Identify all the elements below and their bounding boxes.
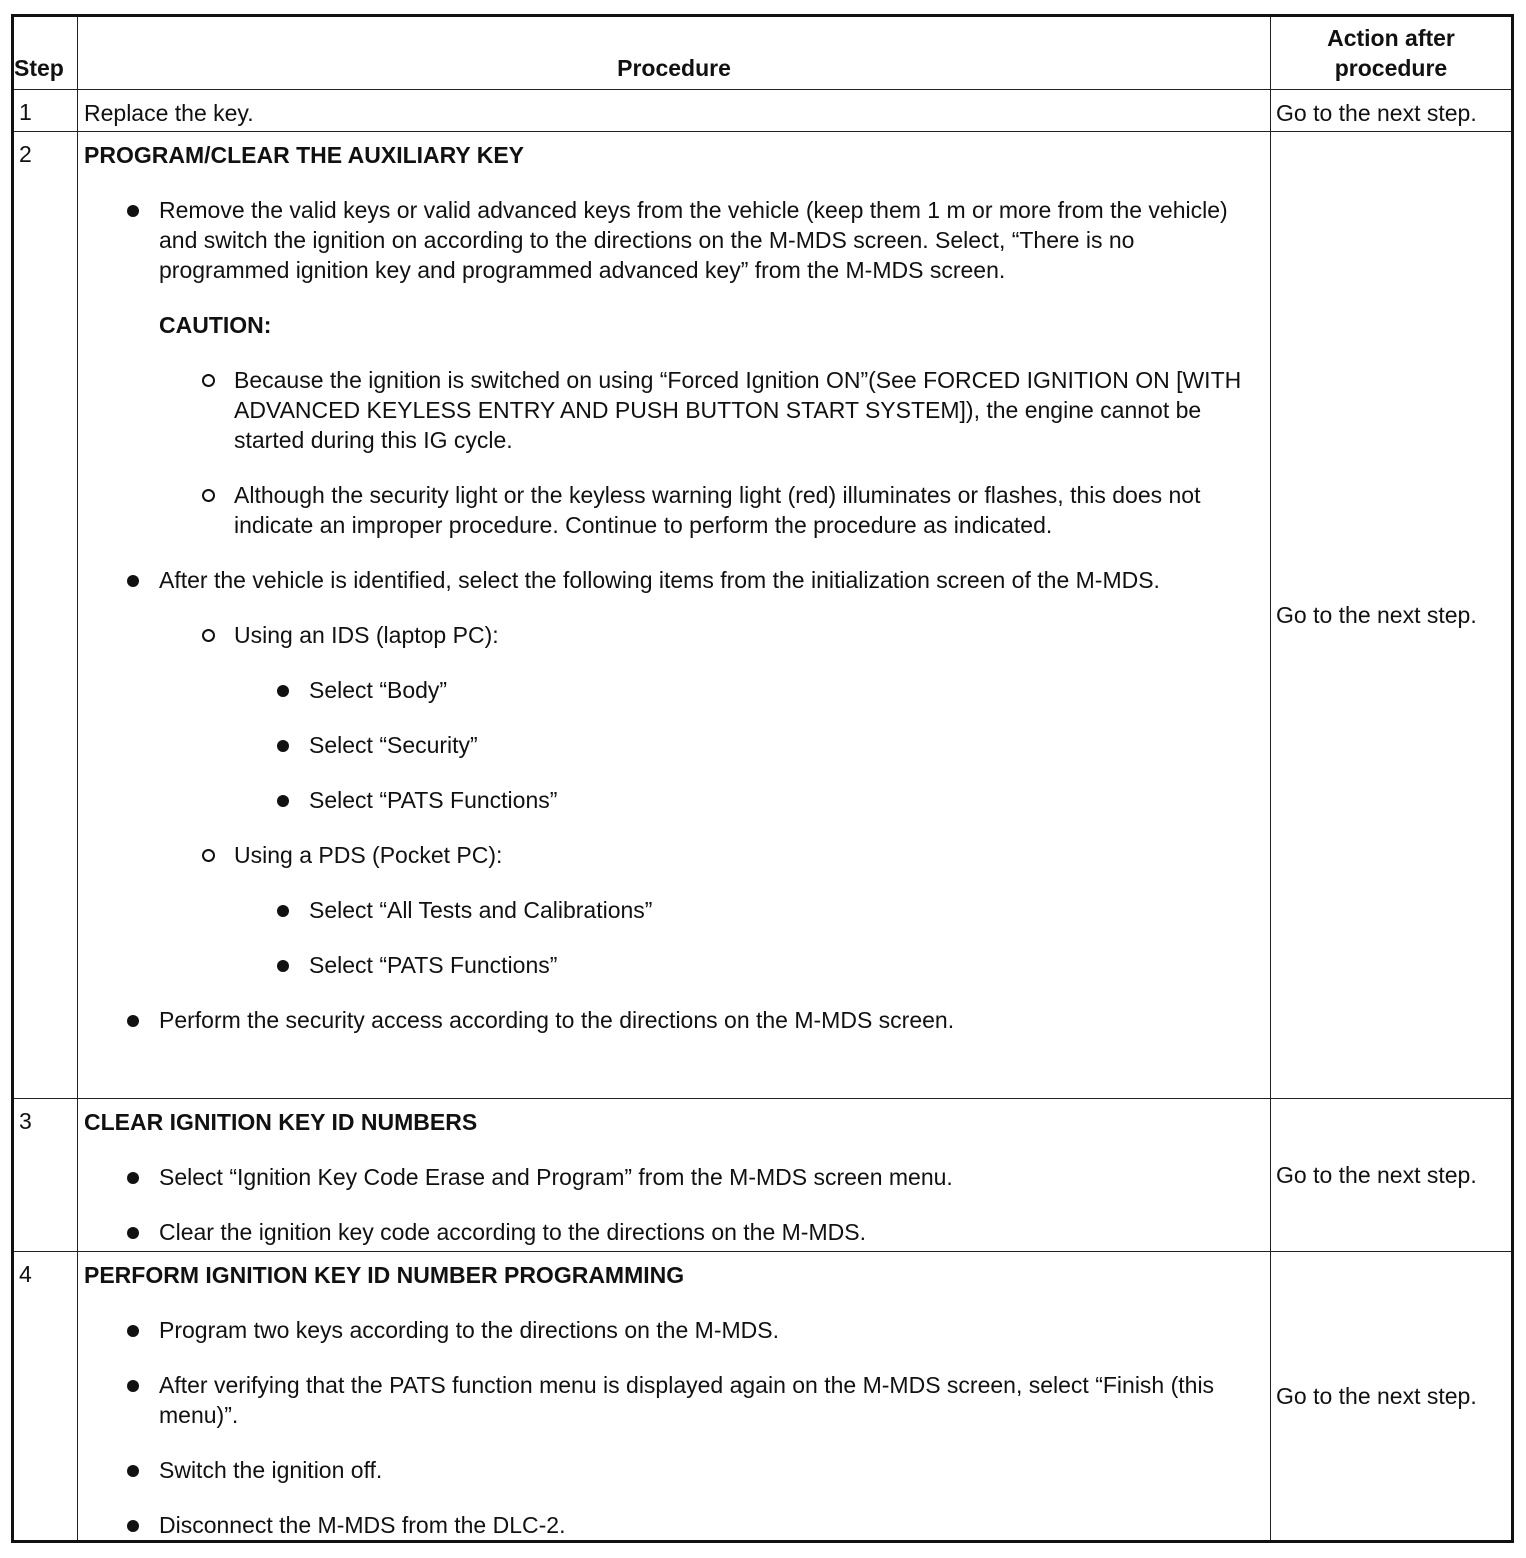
caution-item [84, 365, 1270, 455]
sub-item-text: Using an IDS (laptop PC): [234, 622, 499, 648]
bullet-icon [277, 795, 289, 807]
procedure-cell [78, 132, 1271, 1099]
sub-item-text: Using a PDS (Pocket PC): [234, 842, 503, 868]
sub-sub-item-text: Select “PATS Functions” [309, 787, 558, 813]
sub-sub-item [84, 785, 1270, 815]
step-number: 3 [13, 1099, 78, 1252]
bullet-icon [127, 1520, 139, 1532]
step-number: 2 [13, 132, 78, 1099]
sub-sub-item-text: Select “PATS Functions” [309, 952, 558, 978]
action-after-procedure: Go to the next step. [1271, 90, 1513, 132]
bullet-icon [277, 960, 289, 972]
procedure-heading: PERFORM IGNITION KEY ID NUMBER PROGRAMMING [84, 1262, 685, 1288]
bullet-text: Perform the security access according to the directions on the M-MDS screen. [159, 1007, 955, 1033]
action-after-procedure: Go to the next step. [1271, 1252, 1513, 1542]
bullet-icon [127, 1227, 139, 1239]
table-header-row [13, 16, 1513, 90]
sub-sub-item [84, 730, 1270, 760]
table-row-step-4 [13, 1252, 1513, 1542]
action-after-procedure: Go to the next step. [1271, 132, 1513, 1099]
bullet-icon [277, 740, 289, 752]
procedure-table [11, 14, 1514, 1543]
caution-text: Although the security light or the keyless warning light (red) illuminates or flashes, this does not indicate an improper procedure. Continue to perform the procedure as indicated. [234, 482, 1201, 538]
bullet-item [84, 1370, 1270, 1430]
bullet-icon [127, 1325, 139, 1337]
bullet-icon [127, 1015, 139, 1027]
bullet-icon [277, 905, 289, 917]
sub-sub-item-text: Select “Security” [309, 732, 478, 758]
bullet-text: After verifying that the PATS function menu is displayed again on the M-MDS screen, select “Finish (this menu)”. [159, 1372, 1215, 1428]
sub-sub-item-text: Select “All Tests and Calibrations” [309, 897, 653, 923]
caution-label: CAUTION: [159, 312, 272, 338]
table-row-step-2 [13, 132, 1513, 1099]
header-action [1271, 16, 1513, 90]
header-action-line1: Action after [1327, 25, 1455, 51]
sub-item-ids [84, 620, 1270, 650]
bullet-item [84, 1455, 1270, 1485]
bullet-item [84, 565, 1270, 595]
caution-text: Because the ignition is switched on using “Forced Ignition ON”(See FORCED IGNITION ON [WITH ADVANCED KEYLESS ENTRY AND PUSH BUTTON START SYSTEM]), the engine cannot be started during this IG cycle. [234, 367, 1242, 453]
bullet-item [84, 1217, 1270, 1247]
sub-sub-item-text: Select “Body” [309, 677, 448, 703]
sub-sub-item [84, 675, 1270, 705]
bullet-text: Remove the valid keys or valid advanced keys from the vehicle (keep them 1 m or more from the vehicle) and switch the ignition on according to the directions on the M-MDS screen. Select, “There is no programmed ignition key and programmed advanced key” from the M-MDS screen. [159, 197, 1228, 283]
bullet-text: Switch the ignition off. [159, 1457, 383, 1483]
procedure-heading: PROGRAM/CLEAR THE AUXILIARY KEY [84, 142, 525, 168]
procedure-heading: CLEAR IGNITION KEY ID NUMBERS [84, 1109, 478, 1135]
table-row-step-3 [13, 1099, 1513, 1252]
procedure-cell [78, 1099, 1271, 1252]
caution-item [84, 480, 1270, 540]
header-step: Step [13, 16, 78, 90]
circle-bullet-icon [202, 489, 215, 502]
sub-sub-item [84, 950, 1270, 980]
action-after-procedure: Go to the next step. [1271, 1099, 1513, 1252]
bullet-item [84, 1162, 1270, 1192]
step-number: 1 [13, 90, 78, 132]
bullet-text: Select “Ignition Key Code Erase and Program” from the M-MDS screen menu. [159, 1164, 953, 1190]
bullet-item [84, 1510, 1270, 1540]
bullet-icon [127, 205, 139, 217]
sub-sub-item [84, 895, 1270, 925]
circle-bullet-icon [202, 629, 215, 642]
bullet-icon [127, 575, 139, 587]
header-procedure: Procedure [78, 16, 1271, 90]
procedure-cell [78, 1252, 1271, 1542]
sub-item-pds [84, 840, 1270, 870]
bullet-text: After the vehicle is identified, select the following items from the initialization screen of the M-MDS. [159, 567, 1160, 593]
bullet-icon [127, 1380, 139, 1392]
step-number: 4 [13, 1252, 78, 1542]
procedure-text: Replace the key. [78, 90, 1271, 132]
bullet-text: Disconnect the M-MDS from the DLC-2. [159, 1512, 566, 1538]
bullet-icon [277, 685, 289, 697]
bullet-text: Program two keys according to the directions on the M-MDS. [159, 1317, 779, 1343]
bullet-item [84, 1005, 1270, 1035]
header-action-line2: procedure [1334, 55, 1448, 81]
table-row-step-1 [13, 90, 1513, 132]
bullet-text: Clear the ignition key code according to the directions on the M-MDS. [159, 1219, 866, 1245]
circle-bullet-icon [202, 849, 215, 862]
bullet-icon [127, 1172, 139, 1184]
bullet-item [84, 1315, 1270, 1345]
circle-bullet-icon [202, 374, 215, 387]
bullet-item [84, 195, 1270, 285]
bullet-icon [127, 1465, 139, 1477]
